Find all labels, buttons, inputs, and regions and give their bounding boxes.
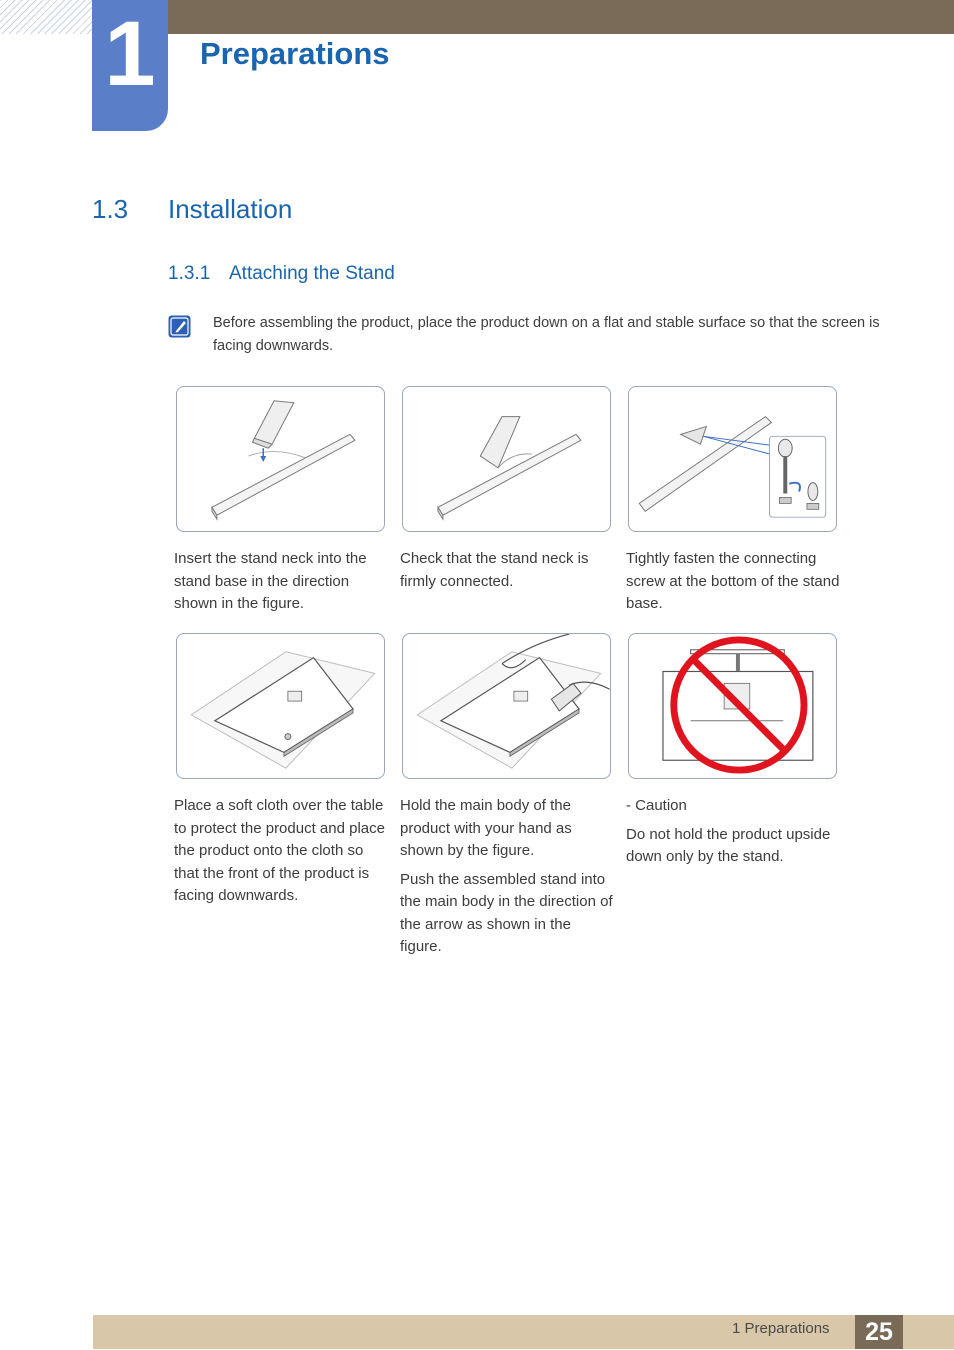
subsection-title: Attaching the Stand (229, 263, 395, 284)
step-4-text: Place a soft cloth over the table to protect the product and place the product onto the cloth so that the front of the product is facing downwards. (174, 797, 385, 904)
figure-screw-fastening (628, 386, 837, 532)
step-5-text-2: Push the assembled stand into the main body in the direction of the arrow as shown in the figure. (400, 870, 613, 955)
subsection-number: 1.3.1 (168, 263, 211, 284)
chapter-title: Preparations (200, 36, 390, 71)
step-2-text: Check that the stand neck is firmly connected. (400, 550, 589, 590)
step-5-text-1: Hold the main body of the product with your hand as shown by the figure. (400, 797, 572, 859)
caution-label: - Caution (626, 797, 687, 814)
step-1-caption (174, 548, 389, 622)
caution-text: Do not hold the product upside down only by the stand. (626, 825, 831, 865)
step-3-text: Tightly fasten the connecting screw at the bottom of the stand base. (626, 550, 840, 612)
section-title: Installation (168, 194, 293, 224)
section-heading (92, 194, 292, 225)
chapter-number: 1 (104, 3, 156, 105)
section-number: 1.3 (92, 194, 129, 224)
note-text: Before assembling the product, place the product down on a flat and stable surface so that the screen is facing downwards. (213, 315, 880, 354)
note-pencil-icon (168, 315, 191, 338)
step-4-caption (174, 795, 389, 914)
figure-stand-neck-connected (402, 386, 611, 532)
step-2-caption (400, 548, 615, 599)
header-hatch-decoration (0, 0, 92, 34)
step-3-caption (626, 548, 841, 622)
figure-push-stand-into-body (402, 633, 611, 779)
figure-monitor-on-cloth (176, 633, 385, 779)
chapter-number-tab (92, 0, 168, 131)
step-1-text: Insert the stand neck into the stand base in the direction shown in the figure. (174, 550, 367, 612)
figure-stand-neck-insert (176, 386, 385, 532)
footer-chapter-label: 1 Preparations (732, 1320, 830, 1337)
header-bar (168, 0, 954, 34)
step-5-caption (400, 795, 615, 965)
subsection-heading (168, 263, 395, 285)
step-6-caption (626, 795, 841, 875)
figure-caution-prohibited (628, 633, 837, 779)
page-number: 25 (855, 1315, 903, 1349)
